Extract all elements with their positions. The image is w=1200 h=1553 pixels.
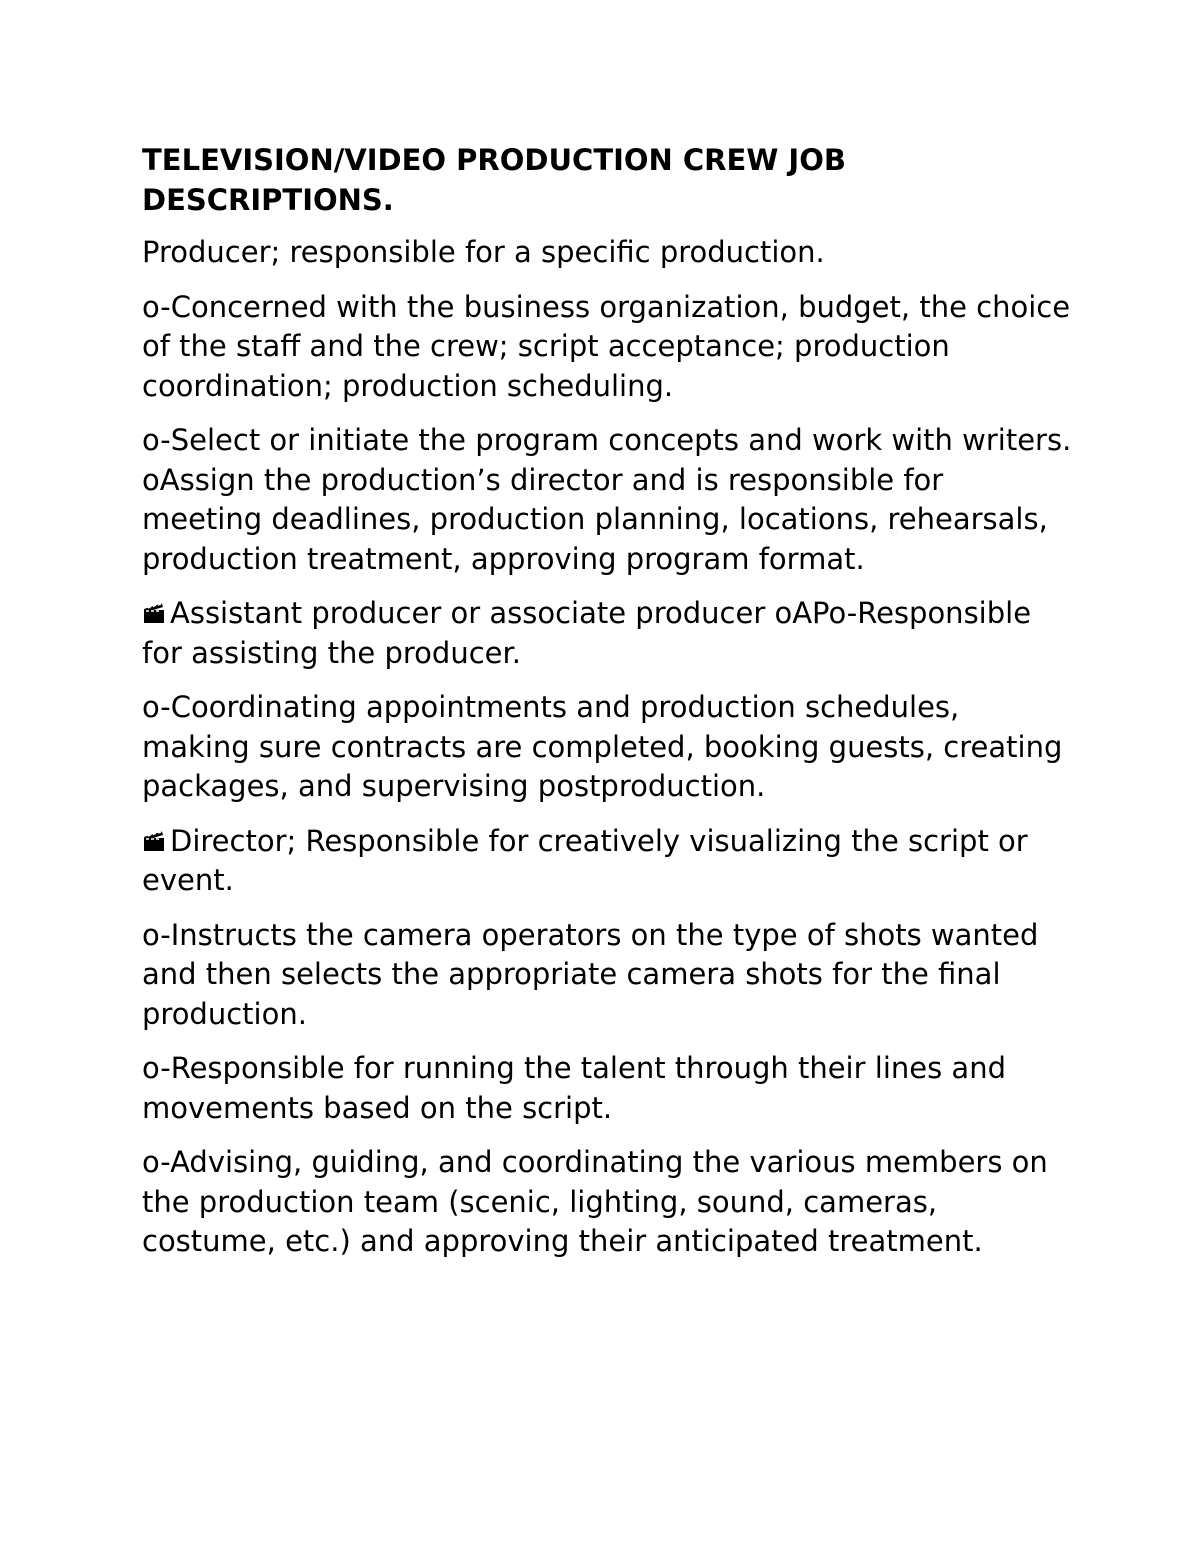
clapperboard-icon bbox=[142, 601, 166, 625]
paragraph-text: o-Responsible for running the talent through their lines and movements based on the script. bbox=[142, 1051, 1006, 1125]
paragraph-director-talent bbox=[142, 1049, 1072, 1128]
paragraph-assistant-producer bbox=[142, 594, 1072, 673]
document-title: TELEVISION/VIDEO PRODUCTION CREW JOB DESCRIPTIONS. bbox=[142, 143, 846, 217]
clapperboard-icon bbox=[142, 829, 166, 853]
paragraph-producer-concepts bbox=[142, 421, 1072, 579]
paragraph-text: Director; Responsible for creatively visualizing the script or event. bbox=[142, 823, 1028, 897]
paragraph-text: o-Advising, guiding, and coordinating the various members on the production team (scenic, lighting, sound, cameras, costume, etc.) and approving their anticipated treatment. bbox=[142, 1145, 1048, 1258]
paragraph-text: o-Select or initiate the program concepts and work with writers. oAssign the production’s director and is responsible for meeting deadlines, production planning, locations, rehearsals, production treatment, approving program format. bbox=[142, 423, 1072, 576]
paragraph-director-cameras bbox=[142, 916, 1072, 1035]
paragraph-director bbox=[142, 822, 1072, 901]
paragraph-producer bbox=[142, 233, 1072, 273]
paragraph-text: Assistant producer or associate producer oAPo-Responsible for assisting the producer. bbox=[142, 596, 1032, 670]
paragraph-text: o-Concerned with the business organization, budget, the choice of the staff and the crew; script acceptance; production coordination; production scheduling. bbox=[142, 289, 1071, 403]
paragraph-director-team bbox=[142, 1143, 1072, 1262]
document-page bbox=[142, 140, 1072, 1277]
paragraph-text: o-Coordinating appointments and production schedules, making sure contracts are completed, booking guests, creating packages, and supervising postproduction. bbox=[142, 690, 1063, 803]
paragraph-producer-duties bbox=[142, 288, 1072, 407]
paragraph-assistant-duties bbox=[142, 688, 1072, 807]
paragraph-text: Producer; responsible for a specific production. bbox=[142, 235, 825, 269]
paragraph-text: o-Instructs the camera operators on the type of shots wanted and then selects the appropriate camera shots for the final production. bbox=[142, 917, 1039, 1031]
